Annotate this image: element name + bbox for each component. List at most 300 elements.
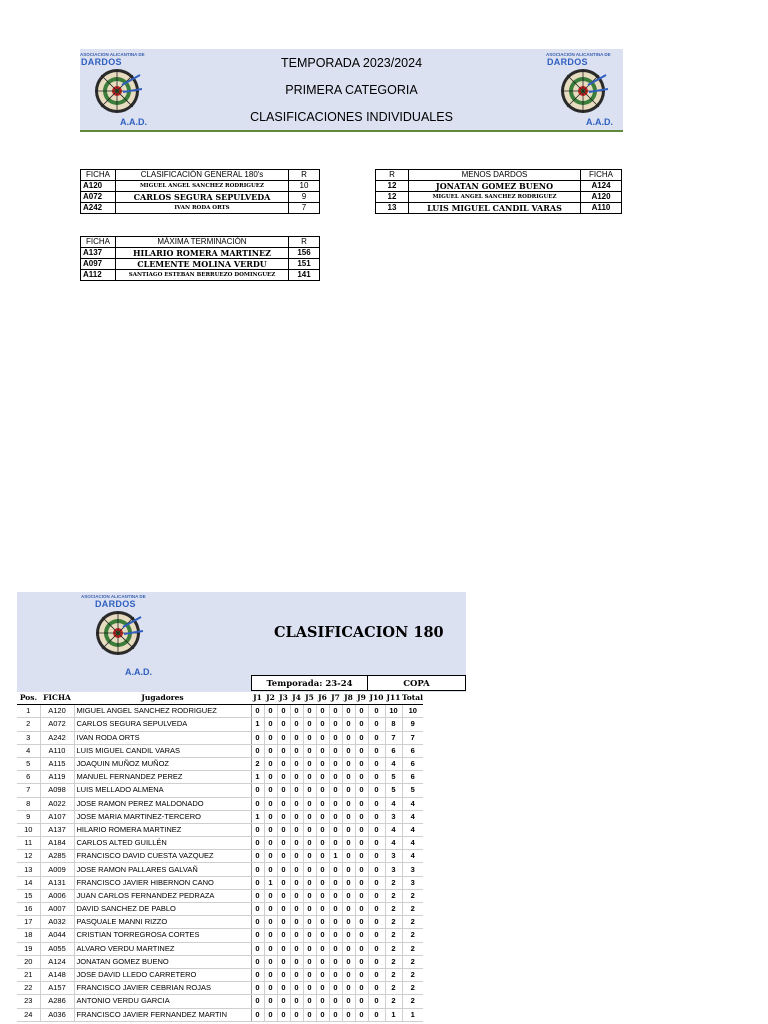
total-cell: 2 <box>402 929 423 942</box>
player-cell: FRANCISCO DAVID CUESTA VAZQUEZ <box>74 850 251 863</box>
ficha-cell: A137 <box>81 248 116 259</box>
table-row <box>17 850 423 863</box>
position-cell: 7 <box>17 784 40 797</box>
player-cell: JOSE RAMON PEREZ MALDONADO <box>74 797 251 810</box>
round-cell: 0 <box>290 837 303 850</box>
round-cell: 0 <box>355 718 368 731</box>
ficha-cell: A097 <box>81 259 116 270</box>
round-cell: 0 <box>290 903 303 916</box>
round-cell: 0 <box>316 995 329 1008</box>
round-cell: 0 <box>251 797 264 810</box>
col-fewest-darts: MENOS DARDOS <box>409 170 581 181</box>
player-cell: CLEMENTE MOLINA VERDU <box>116 259 289 270</box>
logo-org-text: ASOCIACION ALICANTINA DE <box>546 52 611 57</box>
table-row <box>81 248 320 259</box>
table-row <box>17 876 423 889</box>
table-row <box>17 982 423 995</box>
round-cell: 0 <box>342 705 355 718</box>
round-cell: 0 <box>264 942 277 955</box>
total-cell: 6 <box>402 771 423 784</box>
position-cell: 5 <box>17 757 40 770</box>
table-row <box>17 837 423 850</box>
table-fewest-darts <box>375 169 622 214</box>
col-ficha: FICHA <box>81 170 116 181</box>
ranking-col-header: J9 <box>355 692 368 705</box>
round-cell: 1 <box>251 810 264 823</box>
col-r: R <box>376 170 409 181</box>
round-cell: 3 <box>385 863 402 876</box>
player-cell: CRISTIAN TORREGROSA CORTES <box>74 929 251 942</box>
ranking-title: CLASIFICACION 180 <box>274 624 444 641</box>
player-cell: CARLOS ALTED GUILLÉN <box>74 837 251 850</box>
round-cell: 0 <box>303 889 316 902</box>
round-cell: 0 <box>290 771 303 784</box>
round-cell: 0 <box>355 916 368 929</box>
round-cell: 0 <box>329 784 342 797</box>
table-row <box>17 995 423 1008</box>
round-cell: 0 <box>329 955 342 968</box>
round-cell: 0 <box>290 889 303 902</box>
round-cell: 0 <box>277 837 290 850</box>
round-cell: 0 <box>277 705 290 718</box>
round-cell: 0 <box>342 784 355 797</box>
round-cell: 0 <box>277 784 290 797</box>
ranking-col-header: J11 <box>385 692 402 705</box>
ficha-cell: A124 <box>581 181 622 192</box>
position-cell: 19 <box>17 942 40 955</box>
round-cell: 0 <box>355 823 368 836</box>
round-cell: 0 <box>342 968 355 981</box>
player-cell: CARLOS SEGURA SEPULVEDA <box>116 192 289 203</box>
table-row <box>17 916 423 929</box>
total-cell: 4 <box>402 837 423 850</box>
round-cell: 0 <box>316 731 329 744</box>
player-cell: JUAN CARLOS FERNANDEZ PEDRAZA <box>74 889 251 902</box>
round-cell: 0 <box>329 757 342 770</box>
round-cell: 4 <box>385 823 402 836</box>
round-cell: 0 <box>290 718 303 731</box>
ranking-col-header: J1 <box>251 692 264 705</box>
round-cell: 0 <box>316 968 329 981</box>
round-cell: 0 <box>342 744 355 757</box>
round-cell: 0 <box>316 797 329 810</box>
round-cell: 0 <box>368 916 385 929</box>
round-cell: 2 <box>385 889 402 902</box>
player-cell: ANTONIO VERDU GARCIA <box>74 995 251 1008</box>
club-logo-right <box>546 51 622 129</box>
ficha-cell: A286 <box>40 995 74 1008</box>
round-cell: 0 <box>355 784 368 797</box>
round-cell: 0 <box>290 757 303 770</box>
round-cell: 0 <box>251 863 264 876</box>
round-cell: 1 <box>251 771 264 784</box>
round-cell: 3 <box>385 850 402 863</box>
total-cell: 1 <box>402 1008 423 1021</box>
round-cell: 0 <box>342 810 355 823</box>
position-cell: 18 <box>17 929 40 942</box>
total-cell: 2 <box>402 995 423 1008</box>
round-cell: 0 <box>355 903 368 916</box>
round-cell: 0 <box>277 955 290 968</box>
round-cell: 0 <box>290 823 303 836</box>
round-cell: 2 <box>385 968 402 981</box>
round-cell: 0 <box>316 889 329 902</box>
round-cell: 0 <box>368 784 385 797</box>
round-cell: 0 <box>342 955 355 968</box>
round-cell: 0 <box>290 797 303 810</box>
position-cell: 3 <box>17 731 40 744</box>
logo-org-text: ASOCIACION ALICANTINA DE <box>81 594 146 599</box>
ranking-header <box>17 592 466 692</box>
position-cell: 6 <box>17 771 40 784</box>
table-row <box>17 744 423 757</box>
round-cell: 0 <box>277 916 290 929</box>
value-cell: 10 <box>289 181 320 192</box>
position-cell: 2 <box>17 718 40 731</box>
round-cell: 0 <box>368 850 385 863</box>
round-cell: 0 <box>290 731 303 744</box>
ficha-cell: A285 <box>40 850 74 863</box>
round-cell: 0 <box>264 955 277 968</box>
round-cell: 0 <box>251 995 264 1008</box>
round-cell: 0 <box>342 929 355 942</box>
ficha-cell: A157 <box>40 982 74 995</box>
round-cell: 0 <box>277 968 290 981</box>
position-cell: 24 <box>17 1008 40 1021</box>
round-cell: 2 <box>385 982 402 995</box>
round-cell: 0 <box>368 731 385 744</box>
ficha-cell: A242 <box>40 731 74 744</box>
round-cell: 0 <box>355 929 368 942</box>
position-cell: 20 <box>17 955 40 968</box>
round-cell: 0 <box>368 1008 385 1021</box>
round-cell: 0 <box>355 810 368 823</box>
ficha-cell: A148 <box>40 968 74 981</box>
value-cell: 7 <box>289 203 320 214</box>
round-cell: 0 <box>264 863 277 876</box>
ficha-cell: A107 <box>40 810 74 823</box>
club-logo <box>81 593 157 677</box>
total-cell: 7 <box>402 731 423 744</box>
position-cell: 10 <box>17 823 40 836</box>
round-cell: 0 <box>329 1008 342 1021</box>
round-cell: 0 <box>316 1008 329 1021</box>
ficha-cell: A137 <box>40 823 74 836</box>
round-cell: 0 <box>316 744 329 757</box>
round-cell: 0 <box>355 863 368 876</box>
ficha-cell: A032 <box>40 916 74 929</box>
round-cell: 0 <box>342 876 355 889</box>
ficha-cell: A115 <box>40 757 74 770</box>
round-cell: 0 <box>264 1008 277 1021</box>
round-cell: 1 <box>329 850 342 863</box>
round-cell: 0 <box>277 982 290 995</box>
table-row <box>17 797 423 810</box>
round-cell: 0 <box>277 889 290 902</box>
logo-brand-text: DARDOS <box>81 57 122 67</box>
round-cell: 0 <box>342 837 355 850</box>
logo-initials-text: A.A.D. <box>125 667 152 677</box>
round-cell: 0 <box>277 757 290 770</box>
table-row <box>17 718 423 731</box>
round-cell: 0 <box>355 1008 368 1021</box>
ficha-cell: A072 <box>40 718 74 731</box>
col-classification: CLASIFICACIÓN GENERAL 180's <box>116 170 289 181</box>
dartboard-icon <box>558 65 608 117</box>
ranking-col-header: J6 <box>316 692 329 705</box>
total-cell: 10 <box>402 705 423 718</box>
round-cell: 0 <box>329 916 342 929</box>
table-180-general <box>80 169 320 214</box>
round-cell: 0 <box>277 863 290 876</box>
position-cell: 16 <box>17 903 40 916</box>
table-row <box>17 968 423 981</box>
table-row <box>17 810 423 823</box>
player-cell: SANTIAGO ESTEBAN BERRUEZO DOMINGUEZ <box>116 270 289 281</box>
round-cell: 0 <box>316 837 329 850</box>
round-cell: 0 <box>303 929 316 942</box>
round-cell: 0 <box>316 863 329 876</box>
dartboard-icon <box>93 607 143 659</box>
round-cell: 0 <box>316 823 329 836</box>
round-cell: 0 <box>329 718 342 731</box>
ranking-col-header: J5 <box>303 692 316 705</box>
round-cell: 2 <box>385 995 402 1008</box>
round-cell: 0 <box>316 955 329 968</box>
round-cell: 0 <box>277 929 290 942</box>
round-cell: 0 <box>368 942 385 955</box>
round-cell: 1 <box>385 1008 402 1021</box>
round-cell: 0 <box>355 876 368 889</box>
round-cell: 0 <box>303 1008 316 1021</box>
round-cell: 0 <box>264 731 277 744</box>
round-cell: 0 <box>329 995 342 1008</box>
player-cell: CARLOS SEGURA SEPULVEDA <box>74 718 251 731</box>
round-cell: 0 <box>264 757 277 770</box>
season-label: Temporada: 23-24 <box>251 675 368 691</box>
value-cell: 12 <box>376 181 409 192</box>
player-cell: MIGUEL ANGEL SANCHEZ RODRIGUEZ <box>116 181 289 192</box>
player-cell: LUIS MIGUEL CANDIL VARAS <box>409 203 581 214</box>
round-cell: 0 <box>329 942 342 955</box>
ficha-cell: A072 <box>81 192 116 203</box>
total-cell: 2 <box>402 968 423 981</box>
round-cell: 0 <box>368 863 385 876</box>
player-cell: HILARIO ROMERA MARTINEZ <box>74 823 251 836</box>
logo-org-text: ASOCIACION ALICANTINA DE <box>80 52 145 57</box>
round-cell: 4 <box>385 797 402 810</box>
round-cell: 0 <box>264 995 277 1008</box>
round-cell: 0 <box>251 1008 264 1021</box>
ranking-col-header: Total <box>402 692 423 705</box>
round-cell: 0 <box>277 771 290 784</box>
round-cell: 0 <box>355 995 368 1008</box>
round-cell: 0 <box>342 850 355 863</box>
round-cell: 0 <box>277 810 290 823</box>
total-cell: 2 <box>402 982 423 995</box>
round-cell: 0 <box>303 757 316 770</box>
round-cell: 2 <box>385 916 402 929</box>
total-cell: 6 <box>402 757 423 770</box>
round-cell: 4 <box>385 757 402 770</box>
table-row <box>81 259 320 270</box>
round-cell: 0 <box>355 757 368 770</box>
round-cell: 0 <box>355 955 368 968</box>
position-cell: 17 <box>17 916 40 929</box>
ranking-table <box>17 692 423 1022</box>
round-cell: 0 <box>290 863 303 876</box>
round-cell: 0 <box>290 916 303 929</box>
round-cell: 2 <box>251 757 264 770</box>
round-cell: 2 <box>385 903 402 916</box>
round-cell: 0 <box>368 955 385 968</box>
round-cell: 0 <box>342 889 355 902</box>
round-cell: 0 <box>329 889 342 902</box>
round-cell: 0 <box>368 929 385 942</box>
round-cell: 0 <box>264 797 277 810</box>
ranking-col-header: J3 <box>277 692 290 705</box>
round-cell: 0 <box>264 889 277 902</box>
round-cell: 0 <box>277 731 290 744</box>
round-cell: 0 <box>329 823 342 836</box>
col-ficha: FICHA <box>581 170 622 181</box>
round-cell: 0 <box>277 1008 290 1021</box>
total-cell: 3 <box>402 863 423 876</box>
position-cell: 9 <box>17 810 40 823</box>
round-cell: 0 <box>290 784 303 797</box>
position-cell: 8 <box>17 797 40 810</box>
player-cell: MANUEL FERNANDEZ PEREZ <box>74 771 251 784</box>
round-cell: 0 <box>303 731 316 744</box>
round-cell: 0 <box>316 916 329 929</box>
ranking-col-header: J4 <box>290 692 303 705</box>
round-cell: 0 <box>303 916 316 929</box>
player-cell: JONATAN GOMEZ BUENO <box>409 181 581 192</box>
player-cell: FRANCISCO JAVIER HIBERNON CANO <box>74 876 251 889</box>
round-cell: 0 <box>277 903 290 916</box>
round-cell: 0 <box>303 771 316 784</box>
round-cell: 0 <box>290 995 303 1008</box>
total-cell: 2 <box>402 916 423 929</box>
position-cell: 14 <box>17 876 40 889</box>
position-cell: 15 <box>17 889 40 902</box>
round-cell: 0 <box>316 942 329 955</box>
round-cell: 0 <box>355 744 368 757</box>
position-cell: 13 <box>17 863 40 876</box>
value-cell: 156 <box>289 248 320 259</box>
ficha-cell: A098 <box>40 784 74 797</box>
total-cell: 2 <box>402 889 423 902</box>
round-cell: 0 <box>303 718 316 731</box>
value-cell: 13 <box>376 203 409 214</box>
round-cell: 0 <box>251 982 264 995</box>
round-cell: 0 <box>264 837 277 850</box>
round-cell: 0 <box>316 810 329 823</box>
round-cell: 2 <box>385 942 402 955</box>
round-cell: 0 <box>303 744 316 757</box>
round-cell: 0 <box>368 968 385 981</box>
ficha-cell: A036 <box>40 1008 74 1021</box>
round-cell: 0 <box>316 705 329 718</box>
round-cell: 0 <box>355 889 368 902</box>
player-cell: JOSE DAVID LLEDO CARRETERO <box>74 968 251 981</box>
player-cell: MIGUEL ANGEL SANCHEZ RODRIGUEZ <box>74 705 251 718</box>
position-cell: 4 <box>17 744 40 757</box>
round-cell: 0 <box>355 850 368 863</box>
round-cell: 0 <box>290 876 303 889</box>
round-cell: 2 <box>385 955 402 968</box>
round-cell: 0 <box>329 982 342 995</box>
table-row <box>17 823 423 836</box>
table-row <box>17 863 423 876</box>
ficha-cell: A131 <box>40 876 74 889</box>
round-cell: 0 <box>342 982 355 995</box>
round-cell: 1 <box>264 876 277 889</box>
ranking-sheet <box>17 592 466 1024</box>
round-cell: 0 <box>316 850 329 863</box>
ficha-cell: A120 <box>81 181 116 192</box>
table-row <box>17 929 423 942</box>
table-row <box>17 955 423 968</box>
ficha-cell: A055 <box>40 942 74 955</box>
round-cell: 10 <box>385 705 402 718</box>
round-cell: 0 <box>316 929 329 942</box>
round-cell: 7 <box>385 731 402 744</box>
round-cell: 0 <box>355 942 368 955</box>
total-cell: 5 <box>402 784 423 797</box>
round-cell: 0 <box>316 718 329 731</box>
total-cell: 6 <box>402 744 423 757</box>
total-cell: 2 <box>402 942 423 955</box>
table-row <box>17 903 423 916</box>
round-cell: 0 <box>342 903 355 916</box>
round-cell: 0 <box>251 968 264 981</box>
round-cell: 0 <box>303 968 316 981</box>
round-cell: 0 <box>251 705 264 718</box>
total-cell: 3 <box>402 876 423 889</box>
value-cell: 141 <box>289 270 320 281</box>
header-banner <box>80 49 623 132</box>
position-cell: 1 <box>17 705 40 718</box>
table-row <box>17 942 423 955</box>
round-cell: 0 <box>342 771 355 784</box>
round-cell: 0 <box>316 903 329 916</box>
col-ficha: FICHA <box>81 237 116 248</box>
player-cell: HILARIO ROMERA MARTINEZ <box>116 248 289 259</box>
ficha-cell: A119 <box>40 771 74 784</box>
table-row <box>17 771 423 784</box>
round-cell: 0 <box>264 784 277 797</box>
round-cell: 0 <box>264 850 277 863</box>
round-cell: 0 <box>277 823 290 836</box>
round-cell: 6 <box>385 744 402 757</box>
round-cell: 0 <box>368 771 385 784</box>
player-cell: JOAQUIN MUÑOZ MUÑOZ <box>74 757 251 770</box>
round-cell: 0 <box>329 744 342 757</box>
round-cell: 0 <box>264 810 277 823</box>
round-cell: 0 <box>368 718 385 731</box>
player-cell: ALVARO VERDU MARTINEZ <box>74 942 251 955</box>
position-cell: 12 <box>17 850 40 863</box>
round-cell: 0 <box>342 823 355 836</box>
round-cell: 0 <box>329 863 342 876</box>
round-cell: 0 <box>277 995 290 1008</box>
logo-initials-text: A.A.D. <box>586 117 613 127</box>
round-cell: 0 <box>264 823 277 836</box>
round-cell: 0 <box>355 797 368 810</box>
ficha-cell: A112 <box>81 270 116 281</box>
round-cell: 0 <box>277 942 290 955</box>
